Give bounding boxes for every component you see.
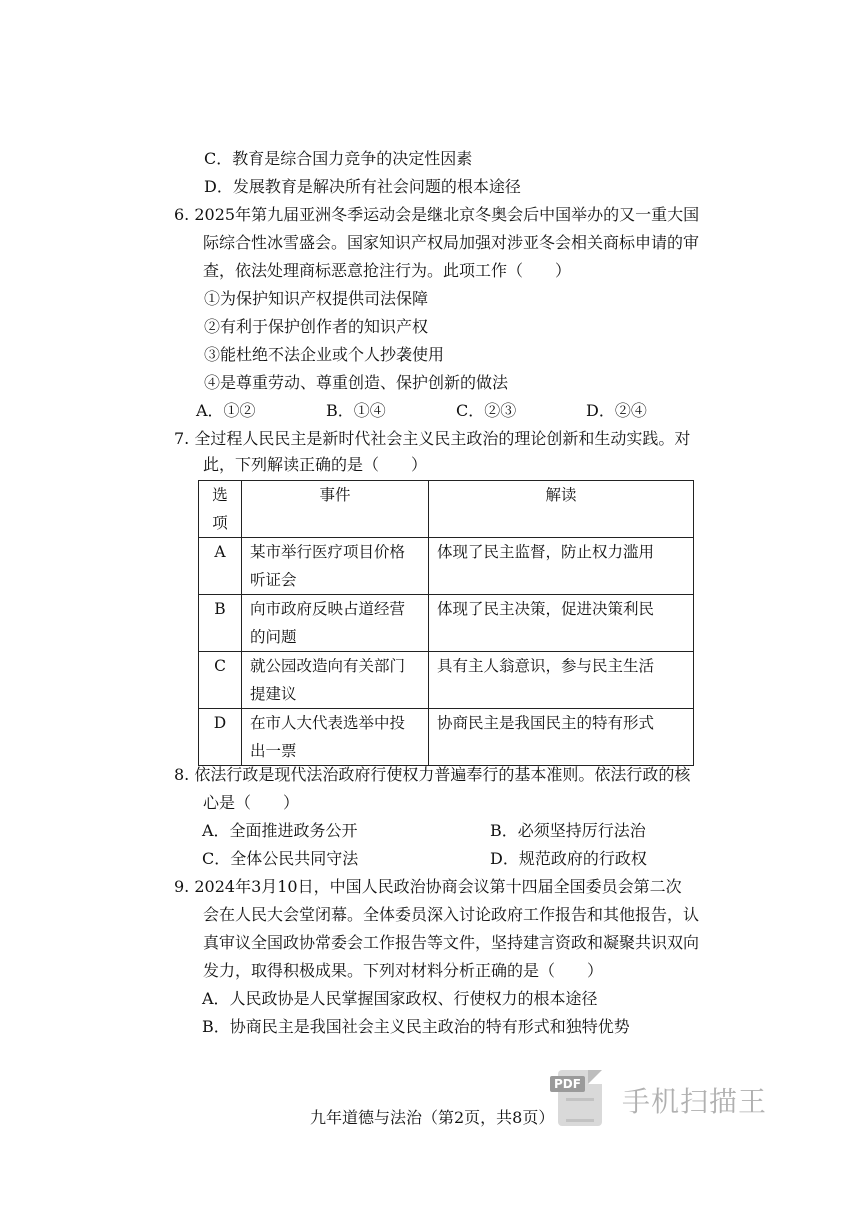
q9-stem-line-4: 发力，取得积极成果。下列对材料分析正确的是（ ） [203, 961, 604, 980]
pdf-badge: PDF [550, 1076, 585, 1092]
q6-option-a: A．①② [196, 401, 256, 420]
q7-row-b-reading: 体现了民主决策，促进决策利民 [429, 595, 694, 652]
pdf-document-fold [588, 1070, 602, 1084]
option-c-prev: C．教育是综合国力竞争的决定性因素 [204, 149, 473, 168]
q8-option-a: A．全面推进政务公开 [202, 821, 358, 840]
q7-row-c-option: C [199, 652, 242, 709]
page-footer: 九年道德与法治（第2页，共8页） [310, 1108, 555, 1127]
q6-statement-1: ①为保护知识产权提供司法保障 [204, 289, 429, 308]
q9-stem-line-2: 会在人民大会堂闭幕。全体委员深入讨论政府工作报告和其他报告，认 [203, 905, 700, 924]
q9-stem-line-1: 9. 2024年3月10日，中国人民政治协商会议第十四届全国委员会第二次 [174, 877, 682, 896]
q9-option-a: A．人民政协是人民掌握国家政权、行使权力的根本途径 [202, 989, 598, 1008]
q6-option-d: D．②④ [586, 401, 647, 420]
q7-row-b-option: B [199, 595, 242, 652]
q6-statement-4: ④是尊重劳动、尊重创造、保护创新的做法 [204, 373, 509, 392]
table-row [199, 538, 694, 595]
q7-stem-line-2: 此，下列解读正确的是（ ） [203, 455, 428, 474]
watermark-text: 手机扫描王 [622, 1085, 768, 1118]
q7-row-a-option: A [199, 538, 242, 595]
q8-stem-line-2: 心是（ ） [203, 793, 300, 812]
q6-stem-line-1: 6. 2025年第九届亚洲冬季运动会是继北京冬奥会后中国举办的又一重大国 [174, 205, 700, 224]
q6-stem-line-3: 查，依法处理商标恶意抢注行为。此项工作（ ） [203, 261, 572, 280]
q6-stem-line-2: 际综合性冰雪盛会。国家知识产权局加强对涉亚冬会相关商标申请的审 [203, 233, 700, 252]
q9-option-b: B．协商民主是我国社会主义民主政治的特有形式和独特优势 [202, 1017, 630, 1036]
q8-option-d: D．规范政府的行政权 [490, 849, 647, 868]
q7-row-d-reading: 协商民主是我国民主的特有形式 [429, 709, 694, 766]
table-row [199, 709, 694, 766]
q7-header-reading: 解读 [429, 481, 694, 538]
q7-row-d-option: D [199, 709, 242, 766]
q7-header-event: 事件 [242, 481, 429, 538]
table-row [199, 595, 694, 652]
q7-header-option: 选项 [199, 481, 242, 538]
q7-stem-line-1: 7. 全过程人民民主是新时代社会主义民主政治的理论创新和生动实践。对 [174, 429, 691, 448]
q7-row-b-event: 向市政府反映占道经营 的问题 [242, 595, 429, 652]
q7-row-c-reading: 具有主人翁意识，参与民主生活 [429, 652, 694, 709]
q8-stem-line-1: 8. 依法行政是现代法治政府行使权力普遍奉行的基本准则。依法行政的核 [174, 765, 691, 784]
q6-options [196, 400, 716, 422]
q7-table [198, 480, 694, 766]
q9-stem-line-3: 真审议全国政协常委会工作报告等文件，坚持建言资政和凝聚共识双向 [203, 933, 700, 952]
q6-option-c: C．②③ [456, 401, 517, 420]
q6-option-b: B．①④ [326, 401, 386, 420]
q8-options-row-1 [202, 820, 722, 842]
table-row [199, 652, 694, 709]
q6-statement-3: ③能杜绝不法企业或个人抄袭使用 [204, 345, 445, 364]
scanner-watermark [550, 1068, 780, 1132]
q7-row-c-event: 就公园改造向有关部门 提建议 [242, 652, 429, 709]
q7-row-a-event: 某市举行医疗项目价格 听证会 [242, 538, 429, 595]
option-d-prev: D．发展教育是解决所有社会问题的根本途径 [204, 177, 521, 196]
q7-table-header [199, 481, 694, 538]
q8-option-b: B．必须坚持厉行法治 [490, 821, 646, 840]
q8-options-row-2 [202, 848, 722, 870]
pdf-document-lines [566, 1098, 594, 1122]
q7-row-d-event: 在市人大代表选举中投 出一票 [242, 709, 429, 766]
q8-option-c: C．全体公民共同守法 [202, 849, 359, 868]
q6-statement-2: ②有利于保护创作者的知识产权 [204, 317, 429, 336]
q7-row-a-reading: 体现了民主监督，防止权力滥用 [429, 538, 694, 595]
